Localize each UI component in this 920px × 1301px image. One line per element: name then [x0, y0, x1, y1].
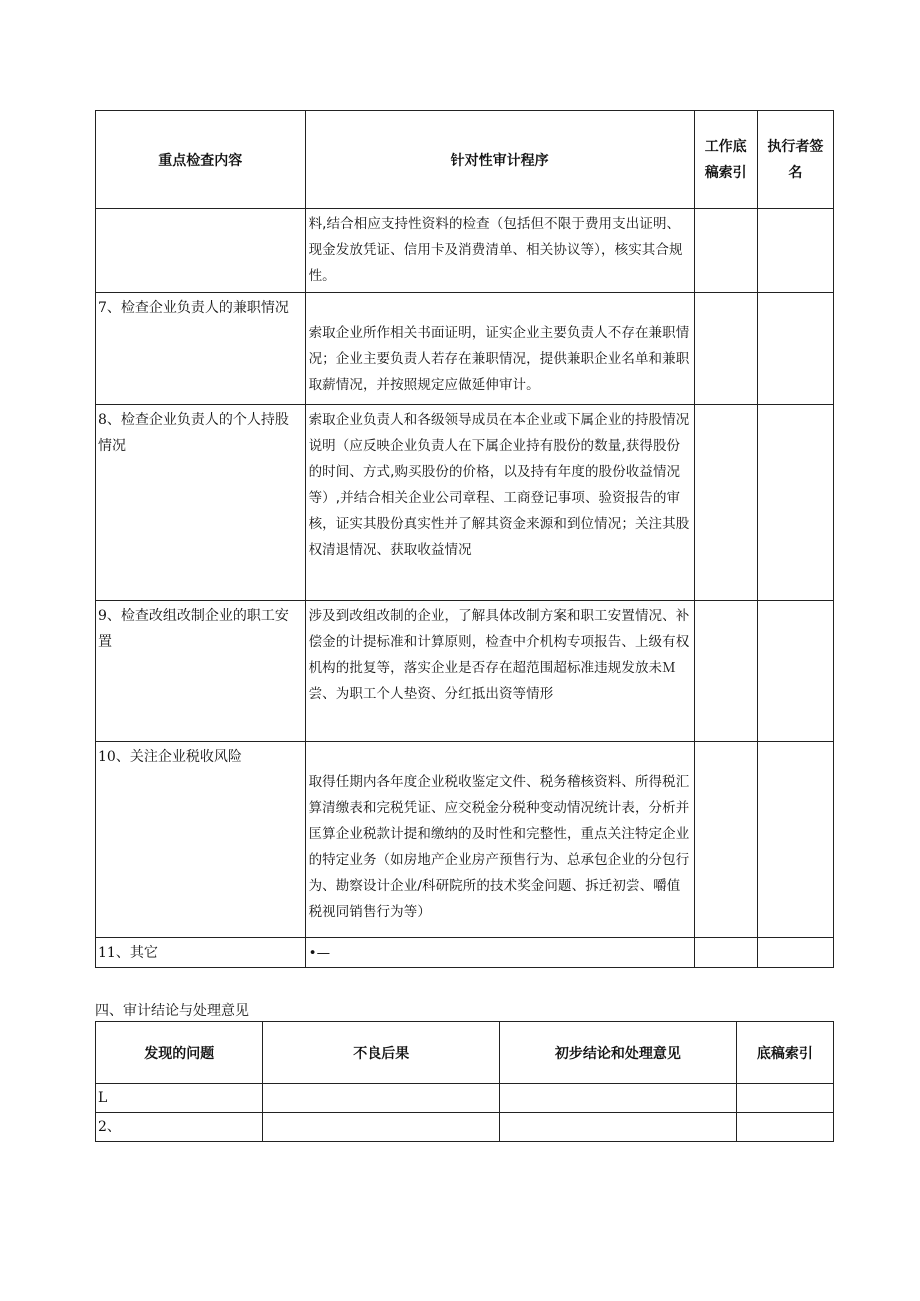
row-index-cell — [694, 938, 757, 968]
table-row — [96, 405, 834, 601]
header-index-line1: 工作底 — [704, 138, 747, 155]
table-header-row — [96, 111, 834, 209]
header-consequence: 不良后果 — [263, 1022, 500, 1084]
row-content — [96, 209, 306, 293]
row-index-cell — [736, 1084, 833, 1113]
row-procedure: 料,结合相应支持性资料的检查（包括但不限于费用支出证明、现金发放凭证、信用卡及消费清单、相关协议等），核实其合规性。 — [305, 209, 694, 293]
row-content: 8、检查企业负责人的个人持股情况 — [96, 405, 306, 601]
table-row — [96, 601, 834, 742]
row-index-cell — [736, 1113, 833, 1142]
row-procedure: •— — [305, 938, 694, 968]
row-problem: 2、 — [96, 1113, 263, 1142]
table-header-row — [96, 1022, 834, 1084]
row-index-cell — [694, 601, 757, 742]
header-draft-index: 底稿索引 — [736, 1022, 833, 1084]
row-conclusion-cell — [500, 1113, 737, 1142]
row-problem: L — [96, 1084, 263, 1113]
row-index-cell — [694, 293, 757, 405]
row-procedure: 涉及到改组改制的企业，了解具体改制方案和职工安置情况、补偿金的计提标准和计算原则，检查中介机构专项报告、上级有权机构的批复等，落实企业是否存在超范围超标准违规发放未Ｍ尝、为职工个人垫资、分红抵出资等情形 — [305, 601, 694, 742]
section-title: 四、审计结论与处理意见 — [95, 1003, 249, 1019]
header-problem: 发现的问题 — [96, 1022, 263, 1084]
row-signer-cell — [757, 293, 833, 405]
row-content: 10、关注企业税收风险 — [96, 742, 306, 938]
header-conclusion: 初步结论和处理意见 — [500, 1022, 737, 1084]
row-consequence-cell — [263, 1113, 500, 1142]
row-procedure: 索取企业所作相关书面证明，证实企业主要负责人不存在兼职情况；企业主要负责人若存在兼职情况，提供兼职企业名单和兼职取薪情况，并按照规定应做延伸审计。 — [305, 293, 694, 405]
row-index-cell — [694, 405, 757, 601]
header-signer-line1: 执行者签 — [767, 138, 824, 155]
audit-procedure-table — [95, 110, 834, 968]
header-signer-line2: 名 — [788, 164, 803, 181]
row-procedure: 取得任期内各年度企业税收鉴定文件、税务稽核资料、所得税汇算清缴表和完税凭证、应交税金分税种变动情况统计表，分析并匡算企业税款计提和缴纳的及时性和完整性，重点关注特定企业的特定业务（如房地产企业房产预售行为、总承包企业的分包行为、勘察设计企业/科研院所的技术奖金问题、拆迁初尝、嚼值税视同销售行为等） — [305, 742, 694, 938]
conclusion-table — [95, 1021, 834, 1142]
row-signer-cell — [757, 742, 833, 938]
row-signer-cell — [757, 209, 833, 293]
row-index-cell — [694, 209, 757, 293]
table-row — [96, 742, 834, 938]
table-row — [96, 209, 834, 293]
row-consequence-cell — [263, 1084, 500, 1113]
row-content: 9、检查改组改制企业的职工安置 — [96, 601, 306, 742]
row-index-cell — [694, 742, 757, 938]
header-procedure: 针对性审计程序 — [305, 111, 694, 209]
row-content: 11、其它 — [96, 938, 306, 968]
table-row — [96, 293, 834, 405]
row-signer-cell — [757, 601, 833, 742]
header-index — [694, 111, 757, 209]
row-content: 7、检查企业负责人的兼职情况 — [96, 293, 306, 405]
header-index-line2: 稿索引 — [704, 164, 747, 181]
row-signer-cell — [757, 938, 833, 968]
row-conclusion-cell — [500, 1084, 737, 1113]
row-signer-cell — [757, 405, 833, 601]
table-row — [96, 938, 834, 968]
table-row — [96, 1113, 834, 1142]
header-signer — [757, 111, 833, 209]
table-row — [96, 1084, 834, 1113]
row-procedure: 索取企业负责人和各级领导成员在本企业或下属企业的持股情况说明（应反映企业负责人在下属企业持有股份的数量,获得股份的时间、方式,购买股份的价格，以及持有年度的股份收益情况等）,并结合相关企业公司章程、工商登记事项、验资报告的审核，证实其股份真实性并了解其资金来源和到位情况；关注其股权清退情况、获取收益情况 — [305, 405, 694, 601]
header-content: 重点检查内容 — [96, 111, 306, 209]
